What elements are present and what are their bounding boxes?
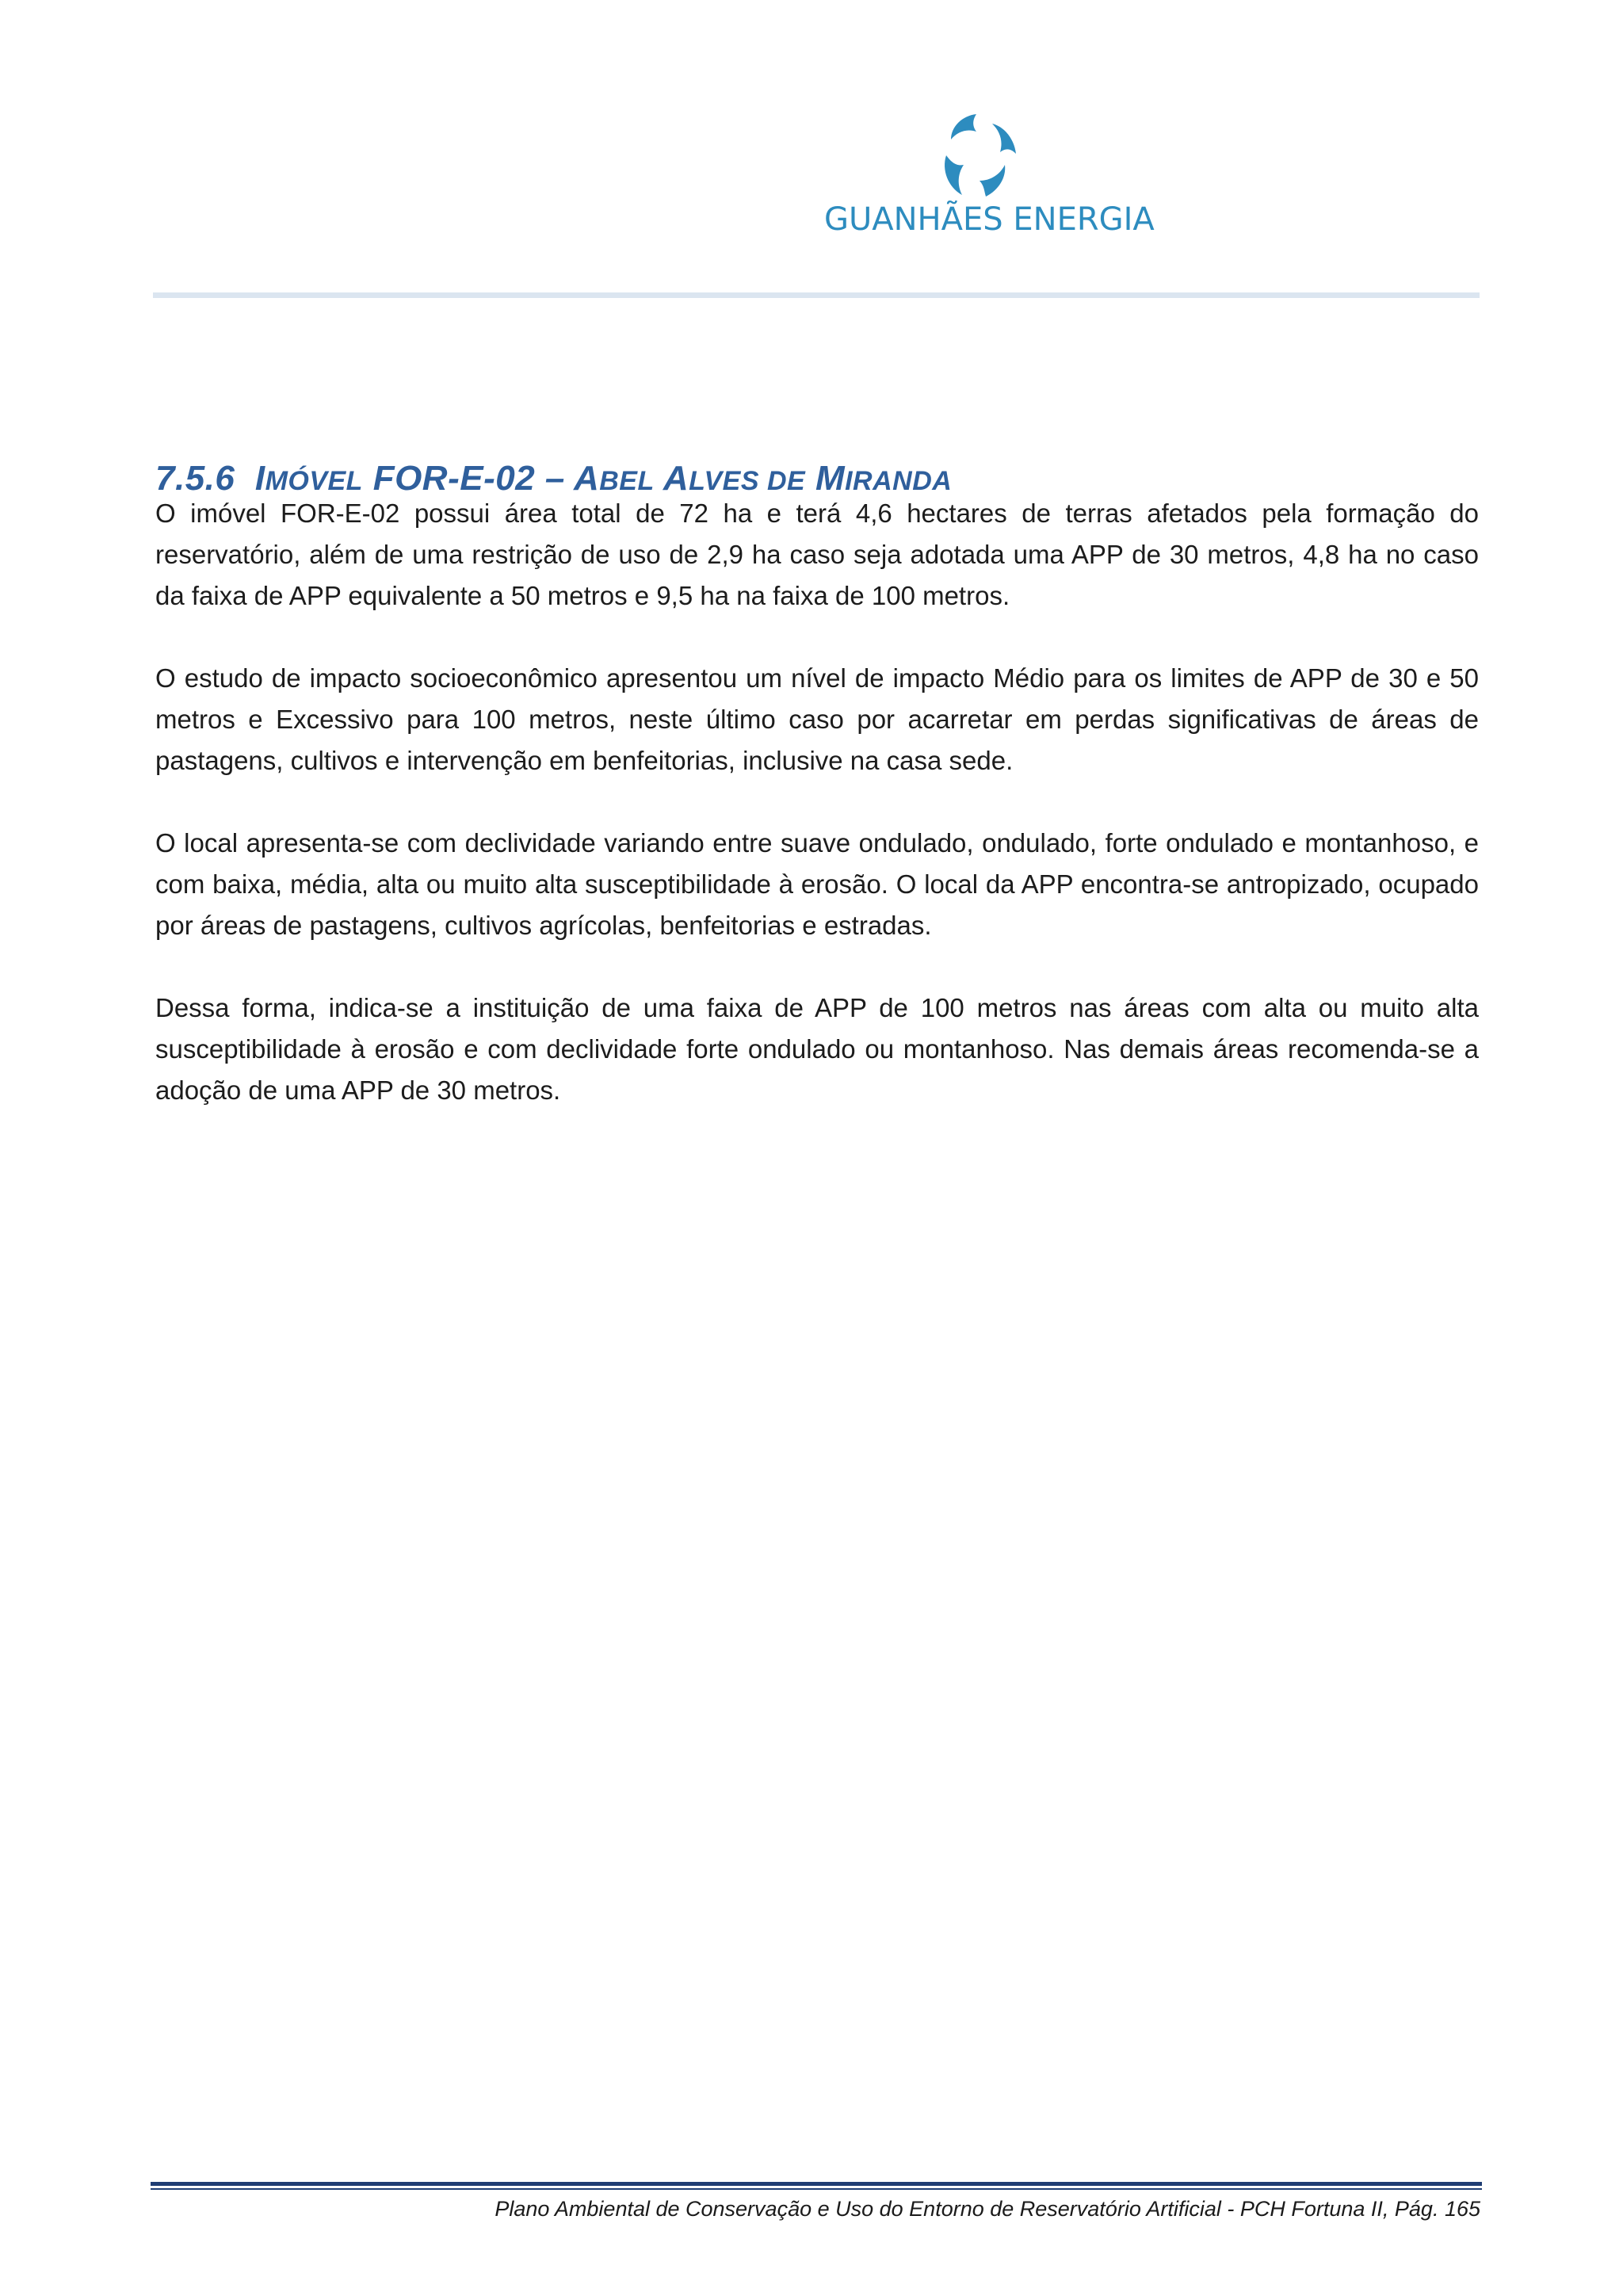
section-title-part: LVES DE	[689, 465, 806, 496]
company-logo	[824, 103, 1155, 246]
paragraph-2: O estudo de impacto socioeconômico apresentou um nível de impacto Médio para os limites de APP de 30 e 50 metros e Excessivo para 100 metros, neste último caso por acarretar em perdas significativas de áreas de pastagens, cultivos e intervenção em benfeitorias, inclusive na casa sede.	[155, 663, 1479, 775]
header-divider	[153, 292, 1480, 298]
page-footer: Plano Ambiental de Conservação e Uso do Entorno de Reservatório Artificial - PCH Fortuna II, Pág. 165	[495, 2197, 1480, 2221]
document-body	[155, 493, 1479, 1152]
section-number: 7.5.6	[155, 458, 235, 498]
section-title-part: A	[654, 458, 689, 498]
section-title-part: M	[805, 458, 846, 498]
section-title-part: BEL	[599, 465, 655, 496]
footer-divider-thick	[151, 2182, 1482, 2186]
logo-wordmark: GUANHÃES ENERGIA	[824, 201, 1155, 238]
section-title-part: FOR-E-02 –	[362, 458, 574, 498]
section-title-part: IRANDA	[845, 465, 953, 496]
section-title-part: A	[573, 458, 600, 498]
paragraph-1: O imóvel FOR-E-02 possui área total de 72 ha e terá 4,6 hectares de terras afetados pela formação do reservatório, além de uma restrição de uso de 2,9 ha caso seja adotada uma APP de 30 metros, 4,8 ha no caso da faixa de APP equivalente a 50 metros e 9,5 ha na faixa de 100 metros.	[155, 499, 1479, 610]
section-title-part: I	[254, 458, 265, 498]
section-title-part: MÓVEL	[265, 465, 363, 496]
paragraph-3: O local apresenta-se com declividade variando entre suave ondulado, ondulado, forte ondulado e montanhoso, e com baixa, média, alta ou muito alta susceptibilidade à erosão. O local da APP encontra-se antropizado, ocupado por áreas de pastagens, cultivos agrícolas, benfeitorias e estradas.	[155, 828, 1479, 940]
paragraph-4: Dessa forma, indica-se a instituição de uma faixa de APP de 100 metros nas áreas com alta ou muito alta susceptibilidade à erosão e com declividade forte ondulado ou montanhoso. Nas demais áreas recomenda-se a adoção de uma APP de 30 metros.	[155, 993, 1479, 1105]
section-title	[255, 459, 953, 498]
swirl-logo-icon	[927, 108, 1022, 203]
footer-divider-thin	[151, 2188, 1482, 2190]
